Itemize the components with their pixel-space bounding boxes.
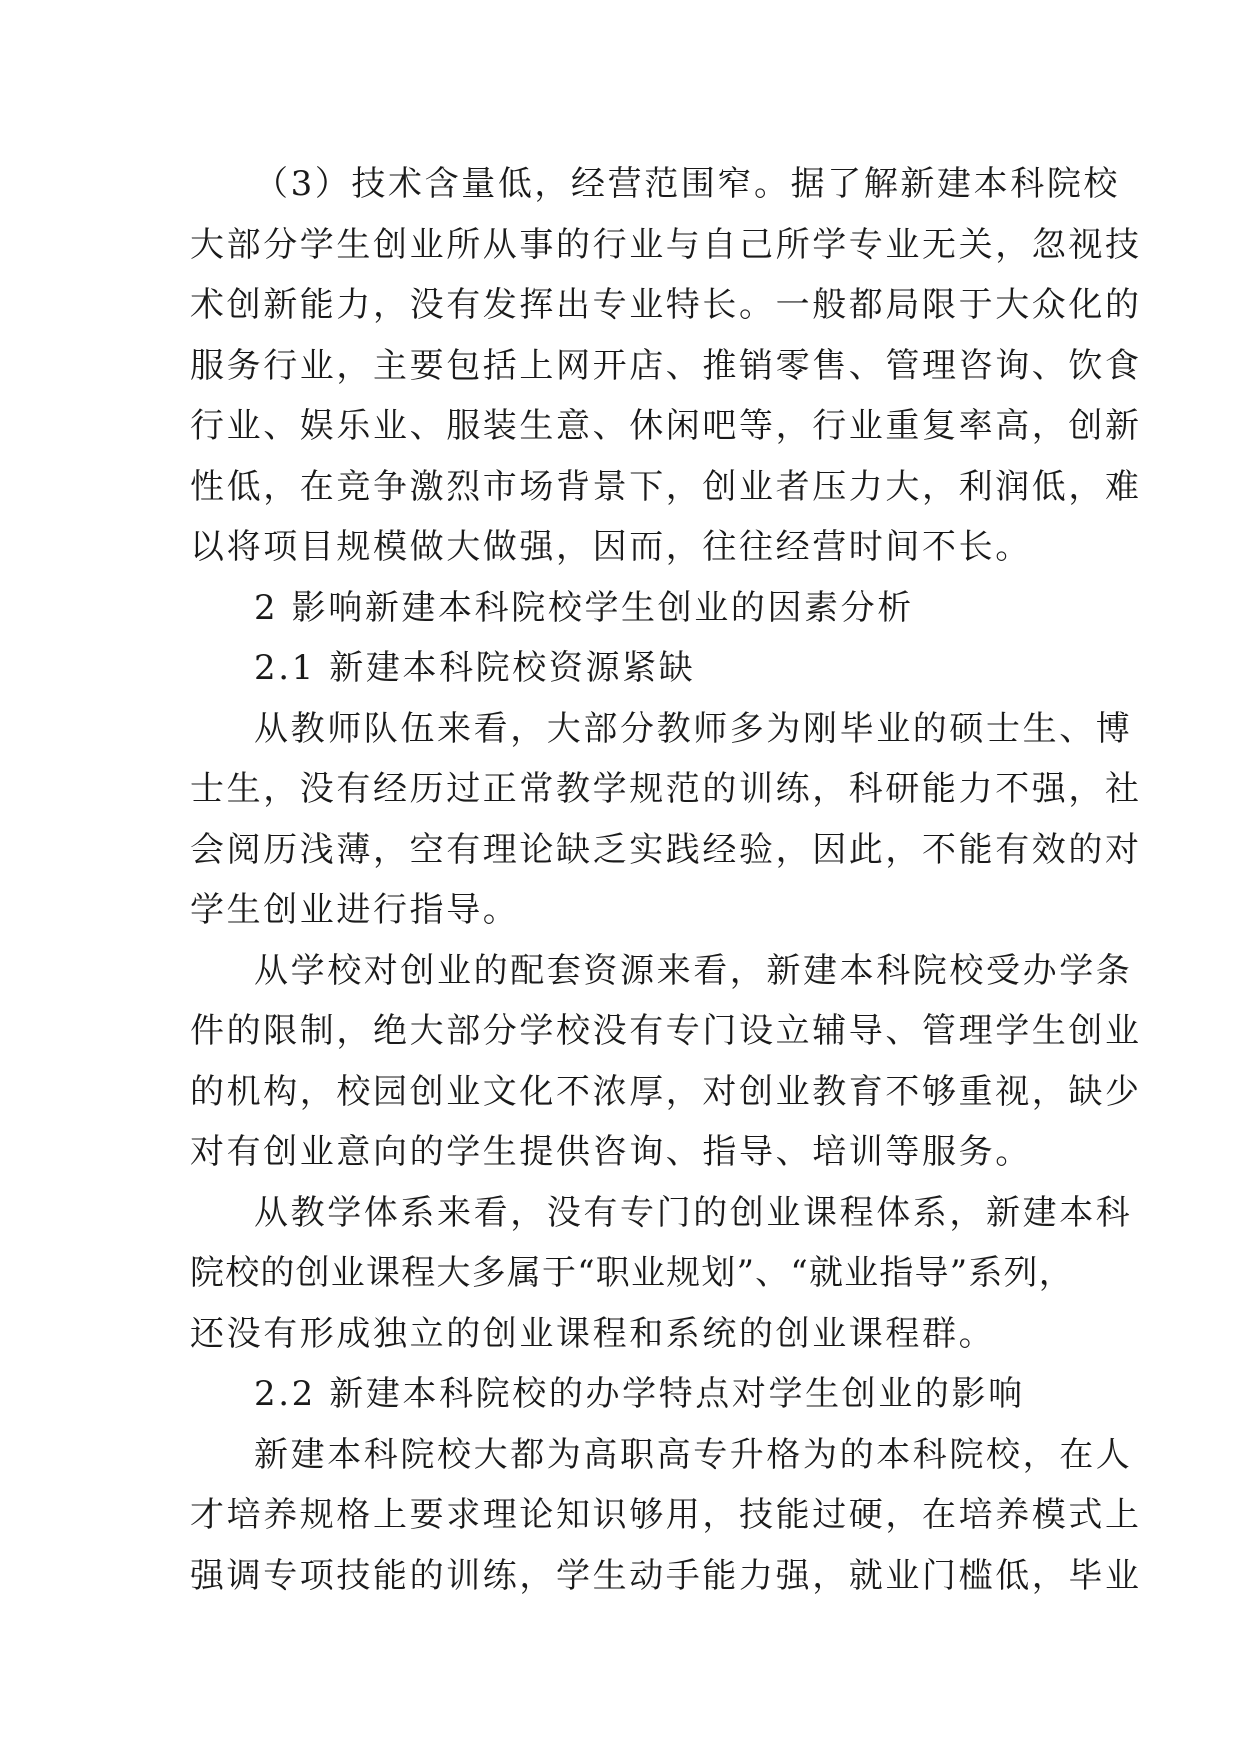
paragraph-line: 学生创业进行指导。 <box>190 890 520 930</box>
section-heading: 2 影响新建本科院校学生创业的因素分析 <box>254 587 914 628</box>
paragraph-line: 大部分学生创业所从事的行业与自己所学专业无关，忽视技 <box>190 224 1142 265</box>
paragraph-line: 从教师队伍来看，大部分教师多为刚毕业的硕士生、博 <box>254 708 1133 749</box>
paragraph-line: 术创新能力，没有发挥出专业特长。一般都局限于大众化的 <box>190 285 1142 325</box>
paragraph-line: 士生，没有经历过正常教学规范的训练，科研能力不强，社 <box>190 769 1142 809</box>
paragraph-line: 对有创业意向的学生提供咨询、指导、培训等服务。 <box>190 1132 1032 1172</box>
subsection-heading: 2.2 新建本科院校的办学特点对学生创业的影响 <box>254 1374 1025 1414</box>
paragraph-line: 以将项目规模做大做强，因而，往往经营时间不长。 <box>190 527 1032 567</box>
paragraph-line: 从学校对创业的配套资源来看，新建本科院校受办学条 <box>254 950 1133 991</box>
paragraph-line: （3）技术含量低，经营范围窄。据了解新建本科院校 <box>254 164 1121 204</box>
paragraph-line: 的机构，校园创业文化不浓厚，对创业教育不够重视，缺少 <box>190 1071 1142 1112</box>
paragraph-line: 会阅历浅薄，空有理论缺乏实践经验，因此，不能有效的对 <box>190 829 1142 870</box>
paragraph-line: 件的限制，绝大部分学校没有专门设立辅导、管理学生创业 <box>190 1011 1142 1051</box>
paragraph-line: 才培养规格上要求理论知识够用，技能过硬，在培养模式上 <box>190 1495 1142 1535</box>
paragraph-line: 行业、娱乐业、服装生意、休闲吧等，行业重复率高，创新 <box>190 406 1142 446</box>
paragraph-line: 从教学体系来看，没有专门的创业课程体系，新建本科 <box>254 1192 1133 1233</box>
paragraph-line: 院校的创业课程大多属于“职业规划”、“就业指导”系列， <box>190 1253 1074 1293</box>
paragraph-line: 服务行业，主要包括上网开店、推销零售、管理咨询、饮食 <box>190 345 1142 386</box>
paragraph-line: 还没有形成独立的创业课程和系统的创业课程群。 <box>190 1313 996 1354</box>
paragraph-line: 新建本科院校大都为高职高专升格为的本科院校，在人 <box>254 1434 1133 1475</box>
paragraph-line: 强调专项技能的训练，学生动手能力强，就业门槛低，毕业 <box>190 1555 1142 1596</box>
paragraph-line: 性低，在竞争激烈市场背景下，创业者压力大，利润低，难 <box>190 466 1142 507</box>
body-text <box>190 154 1142 1606</box>
subsection-heading: 2.1 新建本科院校资源紧缺 <box>254 648 696 688</box>
